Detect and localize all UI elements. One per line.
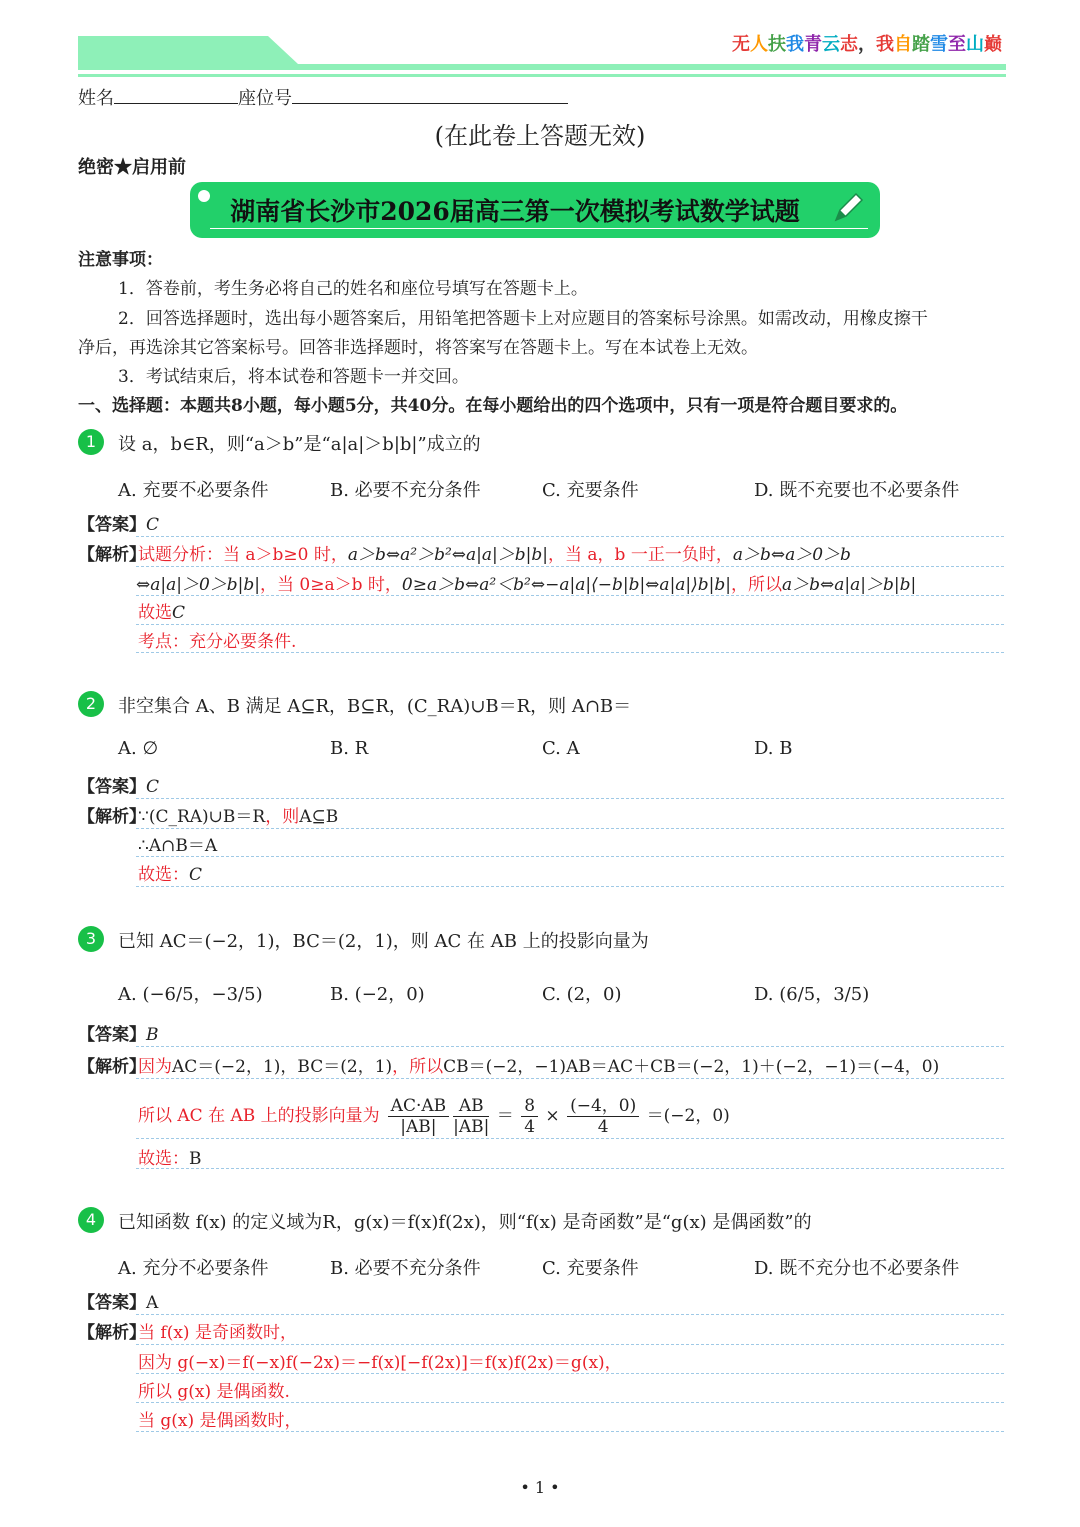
analysis-line: 考点：充分必要条件. <box>138 632 297 652</box>
option-d: D. B <box>754 738 793 759</box>
option-d: D. 既不充要也不必要条件 <box>754 480 960 501</box>
option-b: B. 必要不充分条件 <box>330 480 481 501</box>
section-heading: 一、选择题：本题共8小题，每小题5分，共40分。在每小题给出的四个选项中，只有一项是符合题目要求的。 <box>78 396 908 416</box>
pencil-icon <box>830 190 866 226</box>
ruled-line <box>136 1046 1004 1047</box>
name-blank <box>114 103 238 104</box>
title-banner <box>190 182 880 238</box>
question-number-badge: 3 <box>78 926 104 952</box>
slogan-char: 人 <box>750 34 768 55</box>
question-stem: 非空集合 A、B 满足 A⊆R，B⊆R，(C_RA)∪B＝R，则 A∩B＝ <box>118 696 632 717</box>
question-stem: 已知函数 f(x) 的定义域为R，g(x)＝f(x)f(2x)，则“f(x) 是奇函数”是“g(x) 是偶函数”的 <box>118 1212 812 1233</box>
answer-label: 【答案】B <box>78 1025 159 1045</box>
banner-underline <box>210 228 868 229</box>
ruled-line <box>136 1078 1004 1079</box>
option-a: A. ∅ <box>118 738 159 759</box>
name-label: 姓名 <box>78 88 114 109</box>
slogan-char: 踏 <box>912 34 930 55</box>
analysis-label: 【解析】 <box>78 1323 146 1343</box>
question-number-badge: 1 <box>78 429 104 455</box>
analysis-line: ∴A∩B＝A <box>138 836 218 856</box>
slogan-char: 自 <box>894 34 912 55</box>
ruled-line <box>136 828 1004 829</box>
slogan-char: 扶 <box>768 34 786 55</box>
analysis-line: 所以 g(x) 是偶函数. <box>138 1382 290 1402</box>
analysis-line: 当 f(x) 是奇函数时， <box>138 1323 297 1343</box>
ruled-line <box>136 566 1004 567</box>
question-stem: 设 a，b∈R，则“a＞b”是“a|a|＞b|b|”成立的 <box>118 434 481 455</box>
option-a: A. 充分不必要条件 <box>118 1258 269 1279</box>
option-c: C. A <box>542 738 580 759</box>
option-a: A. (−6/5，−3/5) <box>118 984 263 1005</box>
slogan-char: ， <box>858 34 876 55</box>
header-slogan <box>732 30 1002 56</box>
analysis-label: 【解析】 <box>78 545 146 565</box>
question-number-badge: 2 <box>78 691 104 717</box>
exam-title: 湖南省长沙市2026届高三第一次模拟考试数学试题 <box>230 197 800 226</box>
slogan-char: 青 <box>804 34 822 55</box>
question-number-badge: 4 <box>78 1207 104 1233</box>
option-b: B. 必要不充分条件 <box>330 1258 481 1279</box>
analysis-line: 所以 AC 在 AB 上的投影向量为 $\frac{AC\cdot AB}{|AB|}$ $\frac{AB}{|AB|}$ ＝ $\frac{8}{4}$ × $\frac{(-4,0)}{4}$ ＝(−2，0) <box>138 1096 730 1137</box>
analysis-line: ∵(C_RA)∪B＝R，则A⊆B <box>138 807 339 827</box>
option-c: C. 充要条件 <box>542 1258 639 1279</box>
analysis-line: 因为 g(−x)＝f(−x)f(−2x)＝−f(x)[−f(2x)]＝f(x)f(2x)＝g(x)， <box>138 1353 622 1373</box>
analysis-line: 试题分析：当 a＞b≥0 时，a＞b⇔a²＞b²⇔a|a|＞b|b|，当 a，b 一正一负时，a＞b⇔a＞0＞b <box>138 545 851 565</box>
ruled-line <box>136 1402 1004 1403</box>
notice-item: 3．考试结束后，将本试卷和答题卡一并交回。 <box>118 367 469 387</box>
ruled-line <box>136 595 1004 596</box>
invalid-notice: (在此卷上答题无效) <box>434 122 646 150</box>
analysis-label: 【解析】 <box>78 1057 146 1077</box>
ruled-line <box>136 1138 1004 1139</box>
slogan-char: 云 <box>822 34 840 55</box>
answer-value: C <box>146 515 160 535</box>
ruled-line <box>136 652 1004 653</box>
option-d: D. 既不充分也不必要条件 <box>754 1258 960 1279</box>
notice-item: 2．回答选择题时，选出每小题答案后，用铅笔把答题卡上对应题目的答案标号涂黑。如需改动，用橡皮擦干 <box>118 309 928 329</box>
ruled-line <box>136 1373 1004 1374</box>
slogan-char: 雪 <box>930 34 948 55</box>
analysis-line: 因为AC＝(−2，1)，BC＝(2，1)，所以CB＝(−2，−1)AB＝AC＋CB＝(−2，1)＋(−2，−1)＝(−4，0) <box>138 1057 940 1077</box>
analysis-line: 当 g(x) 是偶函数时， <box>138 1411 302 1431</box>
slogan-char: 无 <box>732 34 750 55</box>
notice-item: 净后，再选涂其它答案标号。回答非选择题时，将答案写在答题卡上。写在本试卷上无效。 <box>78 338 758 358</box>
page-number: • 1 • <box>520 1478 560 1497</box>
answer-label: 【答案】A <box>78 1293 159 1313</box>
option-d: D. (6/5，3/5) <box>754 984 870 1005</box>
name-seat-line <box>78 84 568 110</box>
slogan-char: 我 <box>876 34 894 55</box>
seat-label: 座位号 <box>238 88 292 109</box>
slogan-char: 志 <box>840 34 858 55</box>
option-b: B. R <box>330 738 369 759</box>
analysis-line: 故选：B <box>138 1149 202 1169</box>
ruled-line <box>136 1431 1004 1432</box>
option-a: A. 充要不必要条件 <box>118 480 269 501</box>
answer-label: 【答案】C <box>78 777 160 797</box>
analysis-line: ⇔a|a|＞0＞b|b|，当 0≥a＞b 时，0≥a＞b⇔a²＜b²⇔−a|a|⟨−b|b|⇔a|a|⟩b|b|，所以a＞b⇔a|a|＞b|b| <box>136 575 917 595</box>
ruled-line <box>136 1314 1004 1315</box>
ruled-line <box>136 886 1004 887</box>
answer-value: B <box>146 1025 159 1045</box>
answer-value: C <box>146 777 160 797</box>
analysis-line: 故选C <box>138 603 186 623</box>
answer-label: 【答案】C <box>78 515 160 535</box>
notice-heading: 注意事项： <box>78 250 163 270</box>
analysis-label: 【解析】 <box>78 807 146 827</box>
slogan-char: 巅 <box>984 34 1002 55</box>
answer-value: A <box>146 1293 159 1313</box>
ruled-line <box>136 536 1004 537</box>
ruled-line <box>136 1344 1004 1345</box>
secret-mark: 绝密★启用前 <box>78 157 186 178</box>
ruled-line <box>136 1168 1004 1169</box>
option-c: C. (2，0) <box>542 984 622 1005</box>
analysis-line: 故选：C <box>138 865 203 885</box>
slogan-char: 至 <box>948 34 966 55</box>
option-c: C. 充要条件 <box>542 480 639 501</box>
notice-item: 1．答卷前，考生务必将自己的姓名和座位号填写在答题卡上。 <box>118 279 588 299</box>
seat-blank <box>292 103 568 104</box>
ruled-line <box>136 798 1004 799</box>
ruled-line <box>136 856 1004 857</box>
ruled-line <box>136 624 1004 625</box>
slogan-char: 山 <box>966 34 984 55</box>
slogan-char: 我 <box>786 34 804 55</box>
question-stem: 已知 AC＝(−2，1)，BC＝(2，1)，则 AC 在 AB 上的投影向量为 <box>118 931 649 952</box>
option-b: B. (−2，0) <box>330 984 425 1005</box>
